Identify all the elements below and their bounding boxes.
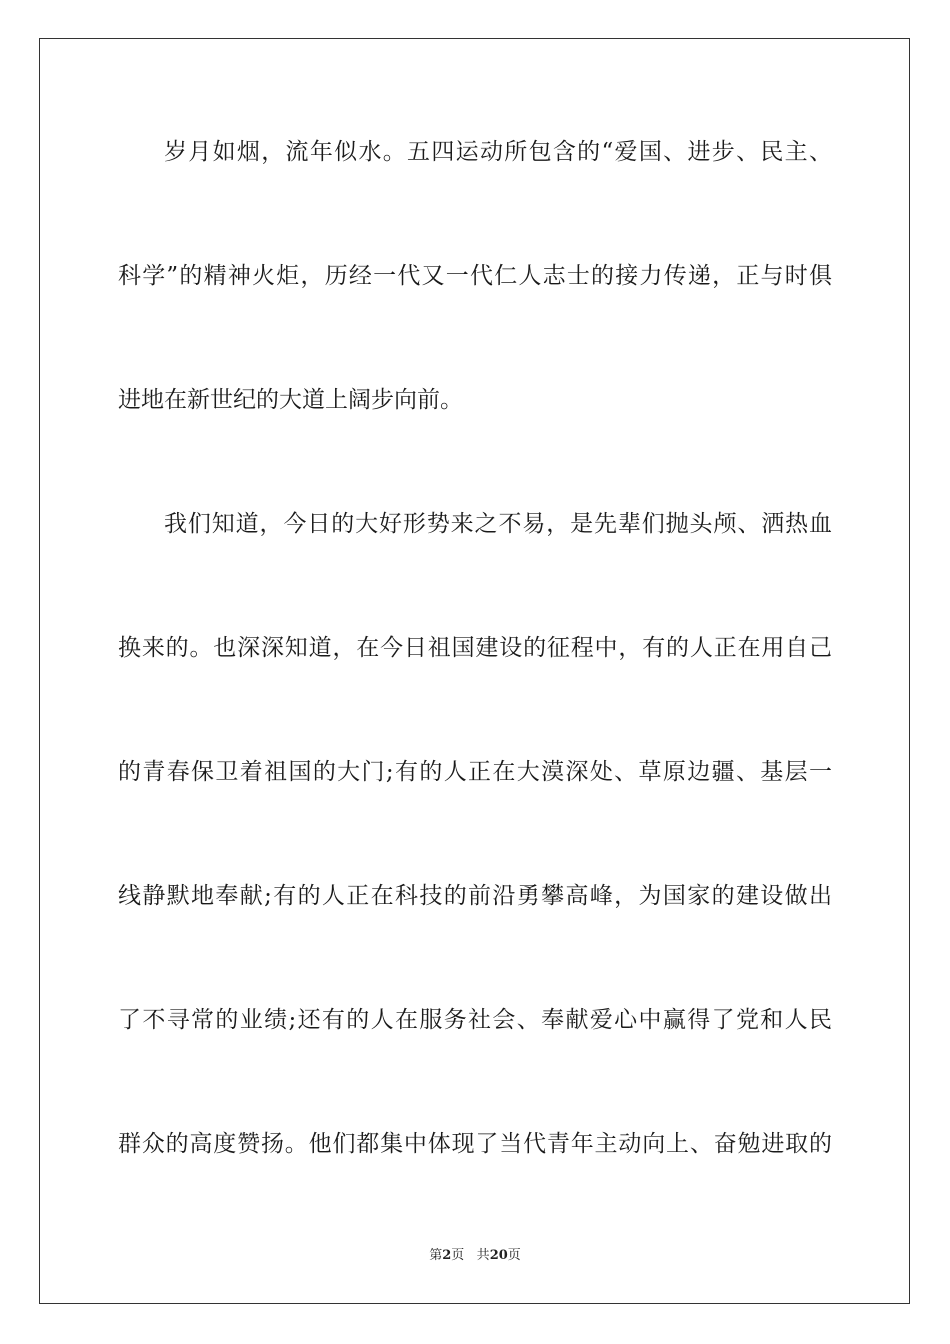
paragraph-2-line-1: 我们知道，今日的大好形势来之不易，是先辈们抛头颅、洒热血 — [164, 511, 832, 537]
paragraph-2-line-4: 线静默地奉献;有的人正在科技的前沿勇攀高峰，为国家的建设做出 — [118, 883, 832, 909]
paragraph-2-line-3: 的青春保卫着祖国的大门;有的人正在大漠深处、草原边疆、基层一 — [118, 759, 832, 785]
page-suffix: 页 — [451, 1248, 465, 1263]
paragraph-1-line-3: 进地在新世纪的大道上阔步向前。 — [118, 387, 463, 413]
paragraph-1-line-2: 科学”的精神火炬，历经一代又一代仁人志士的接力传递，正与时俱 — [118, 263, 832, 289]
page-number: 2 — [442, 1248, 452, 1263]
total-prefix: 共 — [476, 1248, 490, 1263]
paragraph-2-line-5: 了不寻常的业绩;还有的人在服务社会、奉献爱心中赢得了党和人民 — [118, 1007, 832, 1033]
page-prefix: 第 — [429, 1248, 443, 1263]
paragraph-2-line-2: 换来的。也深深知道，在今日祖国建设的征程中，有的人正在用自己 — [118, 635, 832, 661]
paragraph-2-line-6: 群众的高度赞扬。他们都集中体现了当代青年主动向上、奋勉进取的 — [118, 1131, 832, 1157]
total-pages: 20 — [489, 1248, 508, 1263]
page-footer — [0, 1247, 950, 1265]
paragraph-1-line-1: 岁月如烟，流年似水。五四运动所包含的“爱国、进步、民主、 — [164, 139, 832, 165]
total-suffix: 页 — [507, 1248, 521, 1263]
page-border — [39, 38, 910, 1304]
footer-gap — [464, 1248, 476, 1263]
